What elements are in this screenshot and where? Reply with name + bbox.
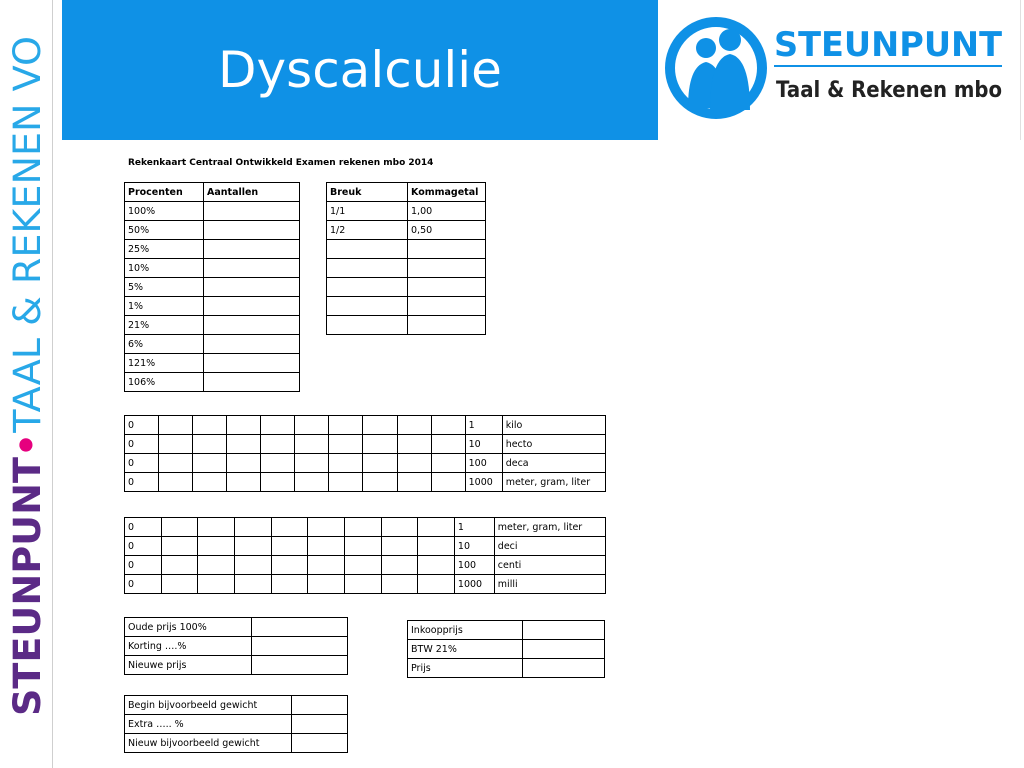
amount-cell bbox=[204, 202, 300, 221]
table-row bbox=[125, 473, 606, 492]
title-banner bbox=[62, 0, 658, 140]
table-row bbox=[327, 259, 486, 278]
right-divider bbox=[1020, 0, 1021, 140]
factor-cell: 10 bbox=[465, 435, 502, 454]
empty-cell bbox=[363, 473, 397, 492]
percent-cell: 6% bbox=[125, 335, 204, 354]
table-row bbox=[125, 454, 606, 473]
table-row bbox=[125, 259, 300, 278]
table-row bbox=[327, 221, 486, 240]
weight-value bbox=[292, 715, 348, 734]
empty-cell bbox=[295, 473, 329, 492]
price-value bbox=[252, 618, 348, 637]
table-row bbox=[125, 202, 300, 221]
empty-cell bbox=[308, 537, 345, 556]
empty-cell bbox=[329, 473, 363, 492]
empty-cell bbox=[261, 416, 295, 435]
table-header-row bbox=[125, 183, 300, 202]
table-row bbox=[125, 518, 606, 537]
factor-cell: 1000 bbox=[465, 473, 502, 492]
decimal-header: Kommagetal bbox=[408, 183, 486, 202]
empty-cell bbox=[234, 556, 271, 575]
fraction-cell bbox=[327, 240, 408, 259]
empty-cell bbox=[397, 435, 431, 454]
empty-cell bbox=[431, 454, 465, 473]
empty-cell bbox=[431, 473, 465, 492]
empty-cell bbox=[193, 454, 227, 473]
weight-table bbox=[124, 695, 348, 753]
weight-label: Begin bijvoorbeeld gewicht bbox=[125, 696, 292, 715]
table-row bbox=[125, 637, 348, 656]
empty-cell bbox=[234, 537, 271, 556]
start-value-cell: 0 bbox=[125, 575, 162, 594]
empty-cell bbox=[159, 473, 193, 492]
amount-cell bbox=[204, 316, 300, 335]
empty-cell bbox=[431, 435, 465, 454]
table-row bbox=[125, 575, 606, 594]
unit-cell: meter, gram, liter bbox=[494, 518, 605, 537]
empty-cell bbox=[308, 575, 345, 594]
table-row bbox=[125, 335, 300, 354]
empty-cell bbox=[193, 473, 227, 492]
amount-cell bbox=[204, 221, 300, 240]
empty-cell bbox=[193, 435, 227, 454]
percent-cell: 25% bbox=[125, 240, 204, 259]
empty-cell bbox=[329, 454, 363, 473]
purchase-value bbox=[523, 621, 605, 640]
empty-cell bbox=[295, 416, 329, 435]
unit-cell: meter, gram, liter bbox=[502, 473, 605, 492]
table-row bbox=[125, 278, 300, 297]
logo-title: STEUNPUNT bbox=[774, 25, 1003, 65]
amount-cell bbox=[204, 373, 300, 392]
empty-cell bbox=[198, 537, 235, 556]
start-value-cell: 0 bbox=[125, 416, 159, 435]
start-value-cell: 0 bbox=[125, 454, 159, 473]
empty-cell bbox=[363, 454, 397, 473]
empty-cell bbox=[295, 435, 329, 454]
percent-cell: 100% bbox=[125, 202, 204, 221]
percent-cell: 121% bbox=[125, 354, 204, 373]
amount-cell bbox=[204, 240, 300, 259]
fraction-cell: 1/1 bbox=[327, 202, 408, 221]
empty-cell bbox=[227, 454, 261, 473]
table-row bbox=[125, 221, 300, 240]
amount-header: Aantallen bbox=[204, 183, 300, 202]
empty-cell bbox=[381, 575, 418, 594]
start-value-cell: 0 bbox=[125, 518, 162, 537]
page-title: Dyscalculie bbox=[218, 41, 502, 99]
empty-cell bbox=[271, 518, 308, 537]
weight-label: Extra ….. % bbox=[125, 715, 292, 734]
factor-cell: 1 bbox=[454, 518, 494, 537]
price-value bbox=[252, 637, 348, 656]
start-value-cell: 0 bbox=[125, 556, 162, 575]
factor-cell: 100 bbox=[465, 454, 502, 473]
percent-cell: 10% bbox=[125, 259, 204, 278]
start-value-cell: 0 bbox=[125, 537, 162, 556]
price-label: Oude prijs 100% bbox=[125, 618, 252, 637]
amount-cell bbox=[204, 354, 300, 373]
metric-units-table-large bbox=[124, 415, 606, 492]
factor-cell: 1000 bbox=[454, 575, 494, 594]
table-row bbox=[125, 556, 606, 575]
empty-cell bbox=[381, 556, 418, 575]
price-value bbox=[252, 656, 348, 675]
empty-cell bbox=[418, 575, 455, 594]
empty-cell bbox=[161, 575, 198, 594]
side-divider bbox=[52, 0, 53, 768]
amount-cell bbox=[204, 297, 300, 316]
empty-cell bbox=[234, 518, 271, 537]
price-label: Korting ….% bbox=[125, 637, 252, 656]
table-row bbox=[327, 297, 486, 316]
fraction-cell bbox=[327, 259, 408, 278]
percent-cell: 21% bbox=[125, 316, 204, 335]
percent-cell: 106% bbox=[125, 373, 204, 392]
table-row bbox=[327, 278, 486, 297]
table-row bbox=[125, 297, 300, 316]
factor-cell: 100 bbox=[454, 556, 494, 575]
empty-cell bbox=[234, 575, 271, 594]
amount-cell bbox=[204, 278, 300, 297]
start-value-cell: 0 bbox=[125, 435, 159, 454]
purchase-label: BTW 21% bbox=[408, 640, 523, 659]
empty-cell bbox=[271, 537, 308, 556]
empty-cell bbox=[344, 537, 381, 556]
empty-cell bbox=[159, 435, 193, 454]
empty-cell bbox=[344, 556, 381, 575]
weight-label: Nieuw bijvoorbeeld gewicht bbox=[125, 734, 292, 753]
unit-cell: milli bbox=[494, 575, 605, 594]
table-row bbox=[327, 240, 486, 259]
table-row bbox=[125, 416, 606, 435]
side-brand-wordmark bbox=[2, 28, 54, 736]
decimal-cell bbox=[408, 259, 486, 278]
decimal-cell: 1,00 bbox=[408, 202, 486, 221]
empty-cell bbox=[198, 556, 235, 575]
purchase-price-table bbox=[407, 620, 605, 678]
empty-cell bbox=[271, 575, 308, 594]
empty-cell bbox=[397, 416, 431, 435]
table-row bbox=[327, 202, 486, 221]
empty-cell bbox=[363, 435, 397, 454]
empty-cell bbox=[418, 556, 455, 575]
fraction-cell bbox=[327, 297, 408, 316]
table-row bbox=[125, 316, 300, 335]
price-label: Nieuwe prijs bbox=[125, 656, 252, 675]
side-brand-light: TAAL & REKENEN VO bbox=[6, 47, 49, 433]
empty-cell bbox=[198, 518, 235, 537]
decimal-cell bbox=[408, 316, 486, 335]
empty-cell bbox=[308, 556, 345, 575]
empty-cell bbox=[159, 416, 193, 435]
unit-cell: deca bbox=[502, 454, 605, 473]
purchase-label: Prijs bbox=[408, 659, 523, 678]
logo-subtitle: Taal & Rekenen mbo bbox=[776, 78, 1002, 103]
empty-cell bbox=[344, 518, 381, 537]
table-row bbox=[408, 640, 605, 659]
empty-cell bbox=[271, 556, 308, 575]
purchase-value bbox=[523, 640, 605, 659]
empty-cell bbox=[198, 575, 235, 594]
decimal-cell bbox=[408, 240, 486, 259]
empty-cell bbox=[344, 575, 381, 594]
factor-cell: 10 bbox=[454, 537, 494, 556]
percent-table bbox=[124, 182, 300, 392]
empty-cell bbox=[161, 556, 198, 575]
fraction-table bbox=[326, 182, 486, 335]
decimal-cell bbox=[408, 297, 486, 316]
start-value-cell: 0 bbox=[125, 473, 159, 492]
table-row bbox=[125, 734, 348, 753]
side-brand-bold: STEUNPUNT bbox=[6, 464, 49, 716]
table-row bbox=[125, 696, 348, 715]
svg-text:STEUNPUNT•TAAL & REKENEN VO: STEUNPUNT•TAAL & REKENEN VO bbox=[6, 36, 49, 716]
unit-cell: kilo bbox=[502, 416, 605, 435]
table-row bbox=[125, 656, 348, 675]
table-row bbox=[125, 715, 348, 734]
empty-cell bbox=[431, 416, 465, 435]
weight-value bbox=[292, 734, 348, 753]
decimal-cell bbox=[408, 278, 486, 297]
table-row bbox=[125, 354, 300, 373]
empty-cell bbox=[329, 416, 363, 435]
fraction-cell bbox=[327, 316, 408, 335]
empty-cell bbox=[397, 454, 431, 473]
unit-cell: hecto bbox=[502, 435, 605, 454]
empty-cell bbox=[295, 454, 329, 473]
empty-cell bbox=[308, 518, 345, 537]
percent-cell: 50% bbox=[125, 221, 204, 240]
fraction-cell bbox=[327, 278, 408, 297]
table-row bbox=[125, 435, 606, 454]
empty-cell bbox=[227, 416, 261, 435]
table-row bbox=[125, 373, 300, 392]
percent-cell: 1% bbox=[125, 297, 204, 316]
discount-price-table bbox=[124, 617, 348, 675]
empty-cell bbox=[381, 518, 418, 537]
empty-cell bbox=[381, 537, 418, 556]
table-row bbox=[408, 621, 605, 640]
empty-cell bbox=[161, 518, 198, 537]
table-row bbox=[125, 240, 300, 259]
empty-cell bbox=[397, 473, 431, 492]
purchase-label: Inkoopprijs bbox=[408, 621, 523, 640]
decimal-cell: 0,50 bbox=[408, 221, 486, 240]
steunpunt-logo bbox=[658, 0, 1024, 140]
empty-cell bbox=[418, 537, 455, 556]
weight-value bbox=[292, 696, 348, 715]
empty-cell bbox=[261, 435, 295, 454]
fraction-cell: 1/2 bbox=[327, 221, 408, 240]
percent-header: Procenten bbox=[125, 183, 204, 202]
table-row bbox=[408, 659, 605, 678]
empty-cell bbox=[159, 454, 193, 473]
unit-cell: deci bbox=[494, 537, 605, 556]
metric-units-table-small bbox=[124, 517, 606, 594]
table-row bbox=[125, 537, 606, 556]
document-title: Rekenkaart Centraal Ontwikkeld Examen rekenen mbo 2014 bbox=[128, 158, 434, 168]
logo-people-icon bbox=[688, 29, 750, 110]
factor-cell: 1 bbox=[465, 416, 502, 435]
empty-cell bbox=[329, 435, 363, 454]
empty-cell bbox=[261, 454, 295, 473]
empty-cell bbox=[363, 416, 397, 435]
empty-cell bbox=[227, 473, 261, 492]
empty-cell bbox=[261, 473, 295, 492]
unit-cell: centi bbox=[494, 556, 605, 575]
fraction-header: Breuk bbox=[327, 183, 408, 202]
table-header-row bbox=[327, 183, 486, 202]
purchase-value bbox=[523, 659, 605, 678]
table-row bbox=[327, 316, 486, 335]
empty-cell bbox=[161, 537, 198, 556]
empty-cell bbox=[227, 435, 261, 454]
amount-cell bbox=[204, 335, 300, 354]
empty-cell bbox=[418, 518, 455, 537]
percent-cell: 5% bbox=[125, 278, 204, 297]
side-brand bbox=[2, 28, 54, 736]
table-row bbox=[125, 618, 348, 637]
amount-cell bbox=[204, 259, 300, 278]
empty-cell bbox=[193, 416, 227, 435]
